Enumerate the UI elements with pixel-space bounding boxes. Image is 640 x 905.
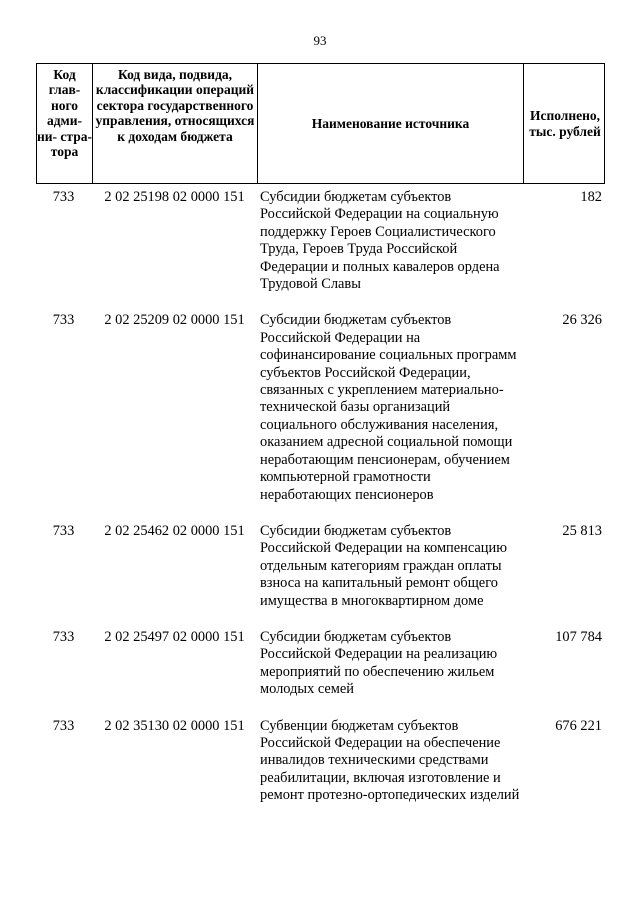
- table-header: [36, 63, 605, 184]
- header-admin-code: Код глав- ного адми- ни- стра- тора: [37, 67, 92, 160]
- table-row: [36, 523, 605, 610]
- admin-code-cell: 733: [52, 717, 75, 734]
- table-body: [36, 189, 605, 824]
- amount-cell: 25 813: [562, 522, 602, 539]
- classification-code-cell: 2 02 35130 02 0000 151: [104, 717, 245, 734]
- header-type-code: Код вида, подвида, классификации операций сектора государственного управления, относящихся к доходам бюджета: [92, 64, 257, 183]
- admin-code-cell: 733: [52, 522, 75, 539]
- source-name-cell: Субсидии бюджетам субъектов Российской Федерации на социальную поддержку Героев Социалистического Труда, Героев Труда Российской Федерации и полных кавалеров ордена Трудовой Славы: [260, 189, 500, 293]
- admin-code-cell: 733: [52, 312, 75, 329]
- table-row: [36, 189, 605, 293]
- classification-code-cell: 2 02 25462 02 0000 151: [104, 522, 245, 539]
- source-name-cell: Субвенции бюджетам субъектов Российской Федерации на обеспечение инвалидов техническими средствами реабилитации, включая изготовление и ремонт протезно-ортопедических изделий: [260, 717, 520, 804]
- header-executed: Исполнено, тыс. рублей: [523, 64, 604, 183]
- source-name-cell: Субсидии бюджетам субъектов Российской Федерации на софинансирование социальных программ субъектов Российской Федерации, связанных с укреплением материально-технической базы организаций социального обслуживания населения, оказанием адресной социальной помощи неработающим пенсионерам, обучением компьютерной грамотности неработающих пенсионеров: [260, 312, 517, 503]
- admin-code-cell: 733: [52, 189, 75, 205]
- amount-cell: 107 784: [555, 628, 602, 645]
- amount-cell: 26 326: [562, 312, 602, 329]
- classification-code-cell: 2 02 25209 02 0000 151: [104, 312, 245, 329]
- source-name-cell: Субсидии бюджетам субъектов Российской Федерации на реализацию мероприятий по обеспечению жильем молодых семей: [260, 628, 498, 698]
- page-number: 93: [313, 33, 327, 48]
- classification-code-cell: 2 02 25198 02 0000 151: [104, 189, 245, 205]
- header-source-name: Наименование источника: [257, 64, 523, 183]
- table-row: [36, 718, 605, 805]
- admin-code-cell: 733: [52, 628, 75, 645]
- source-name-cell: Субсидии бюджетам субъектов Российской Федерации на компенсацию отдельным категориям граждан оплаты взноса на капитальный ремонт общего имущества в многоквартирном доме: [260, 522, 507, 609]
- amount-cell: 676 221: [555, 717, 602, 734]
- table-row: [36, 312, 605, 503]
- classification-code-cell: 2 02 25497 02 0000 151: [104, 628, 245, 645]
- table-row: [36, 629, 605, 699]
- amount-cell: 182: [580, 189, 602, 205]
